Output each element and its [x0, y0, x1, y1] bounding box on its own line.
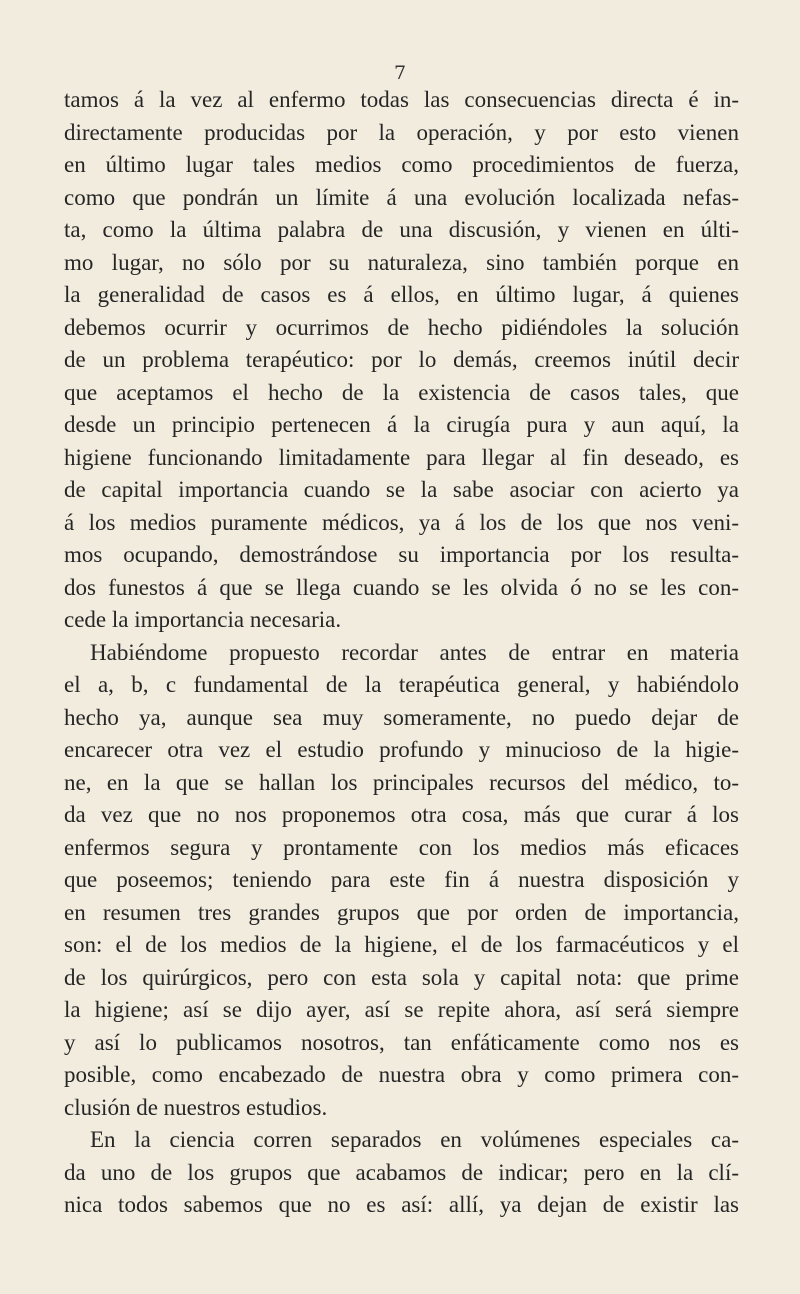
text-line: de un problema terapéutico: por lo demás, creemos inútil decir	[64, 347, 739, 372]
text-line: hecho ya, aunque sea muy someramente, no puedo dejar de	[64, 704, 739, 730]
text-line: ta, como la última palabra de una discusión, y vienen en últi-	[64, 217, 739, 242]
text-line: posible, como encabezado de nuestra obra y como primera con-	[64, 1062, 739, 1087]
text-line: y así lo publicamos nosotros, tan enfáticamente como nos es	[64, 1029, 739, 1055]
text-line: que poseemos; teniendo para este fin á nuestra disposición y	[64, 867, 739, 892]
body-text	[64, 84, 739, 1222]
text-line: de capital importancia cuando se la sabe asociar con acierto ya	[64, 477, 739, 502]
text-line: directamente producidas por la operación, y por esto vienen	[64, 119, 739, 145]
text-line: Habiéndome propuesto recordar antes de entrar en materia	[90, 639, 739, 665]
text-line: la higiene; así se dijo ayer, así se repite ahora, así será siempre	[64, 997, 739, 1022]
text-line: la generalidad de casos es á ellos, en último lugar, á quienes	[64, 282, 739, 307]
text-line: mo lugar, no sólo por su naturaleza, sino también porque en	[64, 249, 739, 275]
text-line: mos ocupando, demostrándose su importancia por los resulta-	[64, 542, 739, 567]
text-line: da vez que no nos proponemos otra cosa, más que curar á los	[64, 802, 739, 827]
text-line: ne, en la que se hallan los principales recursos del médico, to-	[64, 769, 739, 795]
text-line: desde un principio pertenecen á la cirugía pura y aun aquí, la	[64, 412, 739, 437]
text-line: clusión de nuestros estudios.	[64, 1094, 328, 1120]
text-line: encarecer otra vez el estudio profundo y minucioso de la higie-	[64, 737, 739, 762]
text-line: da uno de los grupos que acabamos de indicar; pero en la clí-	[64, 1159, 739, 1185]
text-line: cede la importancia necesaria.	[64, 607, 342, 632]
text-line: el a, b, c fundamental de la terapéutica general, y habiéndolo	[64, 672, 739, 697]
text-line: enfermos segura y prontamente con los medios más eficaces	[64, 834, 739, 860]
text-line: de los quirúrgicos, pero con esta sola y capital nota: que prime	[64, 964, 739, 990]
text-line: son: el de los medios de la higiene, el de los farmacéuticos y el	[64, 932, 739, 957]
text-line: dos funestos á que se llega cuando se les olvida ó no se les con-	[64, 574, 739, 600]
text-line: á los medios puramente médicos, ya á los de los que nos veni-	[64, 509, 739, 535]
text-line: como que pondrán un límite á una evolución localizada nefas-	[64, 184, 739, 210]
text-line: en resumen tres grandes grupos que por orden de importancia,	[64, 899, 739, 925]
text-line: tamos á la vez al enfermo todas las consecuencias directa é in-	[64, 87, 739, 112]
text-line: En la ciencia corren separados en volúmenes especiales ca-	[90, 1127, 739, 1152]
page-number: 7	[393, 62, 407, 84]
text-line: nica todos sabemos que no es así: allí, ya dejan de existir las	[64, 1192, 739, 1217]
text-line: que aceptamos el hecho de la existencia de casos tales, que	[64, 379, 739, 405]
text-line: higiene funcionando limitadamente para llegar al fin deseado, es	[64, 444, 739, 470]
text-line: debemos ocurrir y ocurrimos de hecho pidiéndoles la solución	[64, 314, 739, 340]
text-line: en último lugar tales medios como procedimientos de fuerza,	[64, 152, 739, 177]
